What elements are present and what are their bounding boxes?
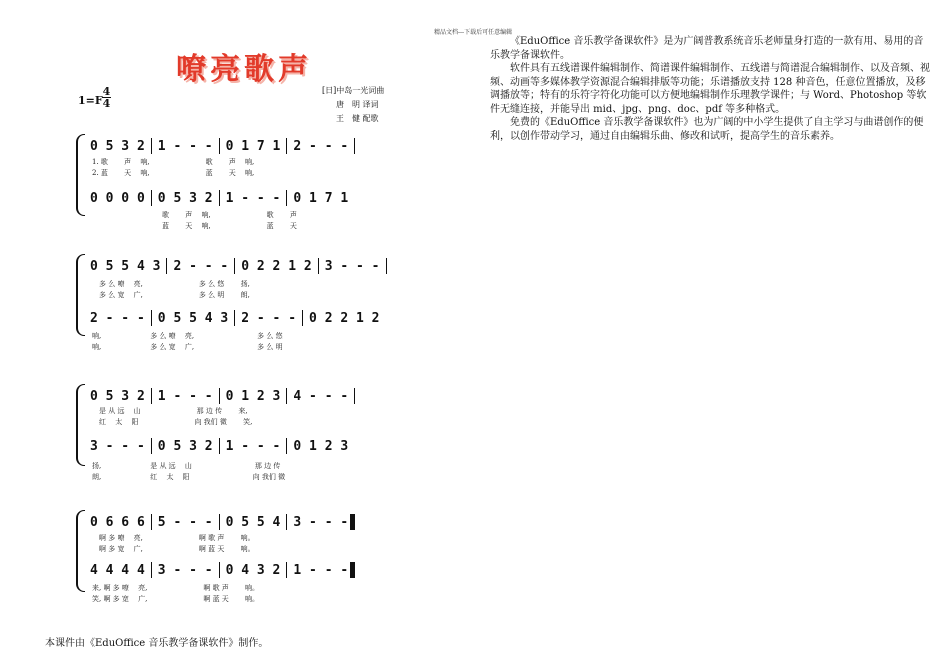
measure: 3 - - - xyxy=(293,514,349,530)
notation-row xyxy=(90,513,355,531)
lyric-line: 笑, 啊 多 宽 广, 啊 蓝 天 响。 xyxy=(92,595,260,603)
measure: 3 - - - xyxy=(324,258,380,274)
final-barline xyxy=(350,514,355,530)
time-signature-bottom: 4 xyxy=(102,97,111,110)
measure: 5 - - - xyxy=(157,514,213,530)
lyric-line: 响, 多 么 宽 广, 多 么 明 xyxy=(92,343,283,351)
measure: 0 2 2 1 2 xyxy=(309,310,380,326)
lyric-line: 啊 多 宽 广, 啊 蓝 天 响。 xyxy=(92,545,255,553)
measure: 3 - - - xyxy=(90,438,145,454)
measure: 4 4 4 4 xyxy=(90,562,145,578)
system-brace xyxy=(76,254,85,336)
measure: 2 - - - xyxy=(173,258,229,274)
measure: 0 6 6 6 xyxy=(90,514,145,530)
measure: 0 5 3 2 xyxy=(157,438,213,454)
measure: 0 5 3 2 xyxy=(90,388,145,404)
system-brace xyxy=(76,134,85,216)
time-signature-top: 4 xyxy=(102,85,111,98)
measure: 0 5 5 4 3 xyxy=(157,310,229,326)
article-text xyxy=(490,35,930,143)
measure: 0 1 2 3 xyxy=(225,388,281,404)
article-paragraph: 免费的《EduOffice 音乐教学备课软件》也为广阔的中小学生提供了自主学习与曲谱创作的便利，以创作带动学习，通过自由编辑乐曲、修改和试听，提高学生的音乐素养。 xyxy=(490,117,924,142)
measure: 0 4 3 2 xyxy=(225,562,281,578)
measure: 1 - - - xyxy=(225,438,281,454)
measure: 1 - - - xyxy=(157,138,213,154)
lyric-line: 多 么 宽 广, 多 么 明 朗, xyxy=(92,291,250,299)
song-credits xyxy=(322,84,384,126)
credit-arranger: 王 健 配歌 xyxy=(336,114,379,123)
lyric-line: 2. 蓝 天 响, 蓝 天 响, xyxy=(92,169,255,177)
measure: 0 2 2 1 2 xyxy=(241,258,312,274)
notation-row xyxy=(90,561,355,579)
measure: 0 0 0 0 xyxy=(90,190,145,206)
lyric-line: 多 么 嘹 亮, 多 么 悠 扬, xyxy=(92,280,250,288)
measure: 2 - - - xyxy=(241,310,297,326)
measure: 0 5 5 4 3 xyxy=(90,258,161,274)
final-barline xyxy=(350,562,355,578)
measure: 2 - - - xyxy=(90,310,145,326)
system-brace xyxy=(76,510,85,592)
lyric-line: 响, 多 么 嘹 亮, 多 么 悠 xyxy=(92,332,283,340)
lyric-line: 红 太 阳 向 我们 微 笑, xyxy=(92,418,253,426)
lyric-line: 扬, 是 从 远 山 那 边 传 xyxy=(92,462,281,470)
credit-composer: [日]中岛一光词曲 xyxy=(322,86,385,95)
measure: 0 1 7 1 xyxy=(225,138,281,154)
notation-row xyxy=(90,189,348,207)
lyric-line: 来, 啊 多 嘹 亮, 啊 歌 声 响。 xyxy=(92,584,260,592)
notation-row xyxy=(90,257,393,275)
measure: 0 5 5 4 xyxy=(225,514,281,530)
measure: 1 - - - xyxy=(157,388,213,404)
article-paragraph: 《EduOffice 音乐教学备课软件》是为广阔普教系统音乐老师量身打造的一款有用、易用的音乐教学备课软件。 xyxy=(490,36,924,61)
lyric-line: 蓝 天 响, 蓝 天 xyxy=(92,222,297,230)
notation-row xyxy=(90,137,361,155)
key-signature: 1=F xyxy=(78,94,103,107)
credit-translator: 唐 明 译词 xyxy=(336,100,379,109)
lyric-line: 朗, 红 太 阳 向 我们 微 xyxy=(92,473,286,481)
song-title: 嘹亮歌声 xyxy=(176,52,312,87)
notation-row xyxy=(90,309,380,327)
notation-row xyxy=(90,437,348,455)
notation-row xyxy=(90,387,361,405)
measure: 0 1 7 1 xyxy=(293,190,349,206)
article-paragraph: 软件具有五线谱课件编辑制作、简谱课件编辑制作、五线谱与简谱混合编辑制作、以及音频、视频、动画等多媒体教学资源混合编辑排版等功能；乐谱播放支持 128 种音色，任意位置播放，及移调播放等；特有的乐符字符化功能可以方便地编辑制作乐理教学课件；与 Word、Photoshop 等软件无缝连接，并能导出 mid、jpg、png、doc、pdf 等多种格式。 xyxy=(490,63,930,115)
header-note: 精品文档---下载后可任意编辑 xyxy=(434,29,513,36)
measure: 0 5 3 2 xyxy=(157,190,213,206)
lyric-line: 1. 歌 声 响, 歌 声 响, xyxy=(92,158,255,166)
system-brace xyxy=(76,384,85,466)
measure: 1 - - - xyxy=(293,562,349,578)
measure: 4 - - - xyxy=(293,388,349,404)
measure: 3 - - - xyxy=(157,562,213,578)
measure: 0 5 3 2 xyxy=(90,138,145,154)
lyric-line: 歌 声 响, 歌 声 xyxy=(92,211,297,219)
measure: 0 1 2 3 xyxy=(293,438,349,454)
measure: 2 - - - xyxy=(293,138,349,154)
lyric-line: 是 从 远 山 那 边 传 来, xyxy=(92,407,248,415)
time-signature xyxy=(102,86,111,109)
footer-text: 本课件由《EduOffice 音乐教学备课软件》制作。 xyxy=(45,638,269,649)
measure: 1 - - - xyxy=(225,190,281,206)
lyric-line: 啊 多 嘹 亮, 啊 歌 声 响。 xyxy=(92,534,255,542)
